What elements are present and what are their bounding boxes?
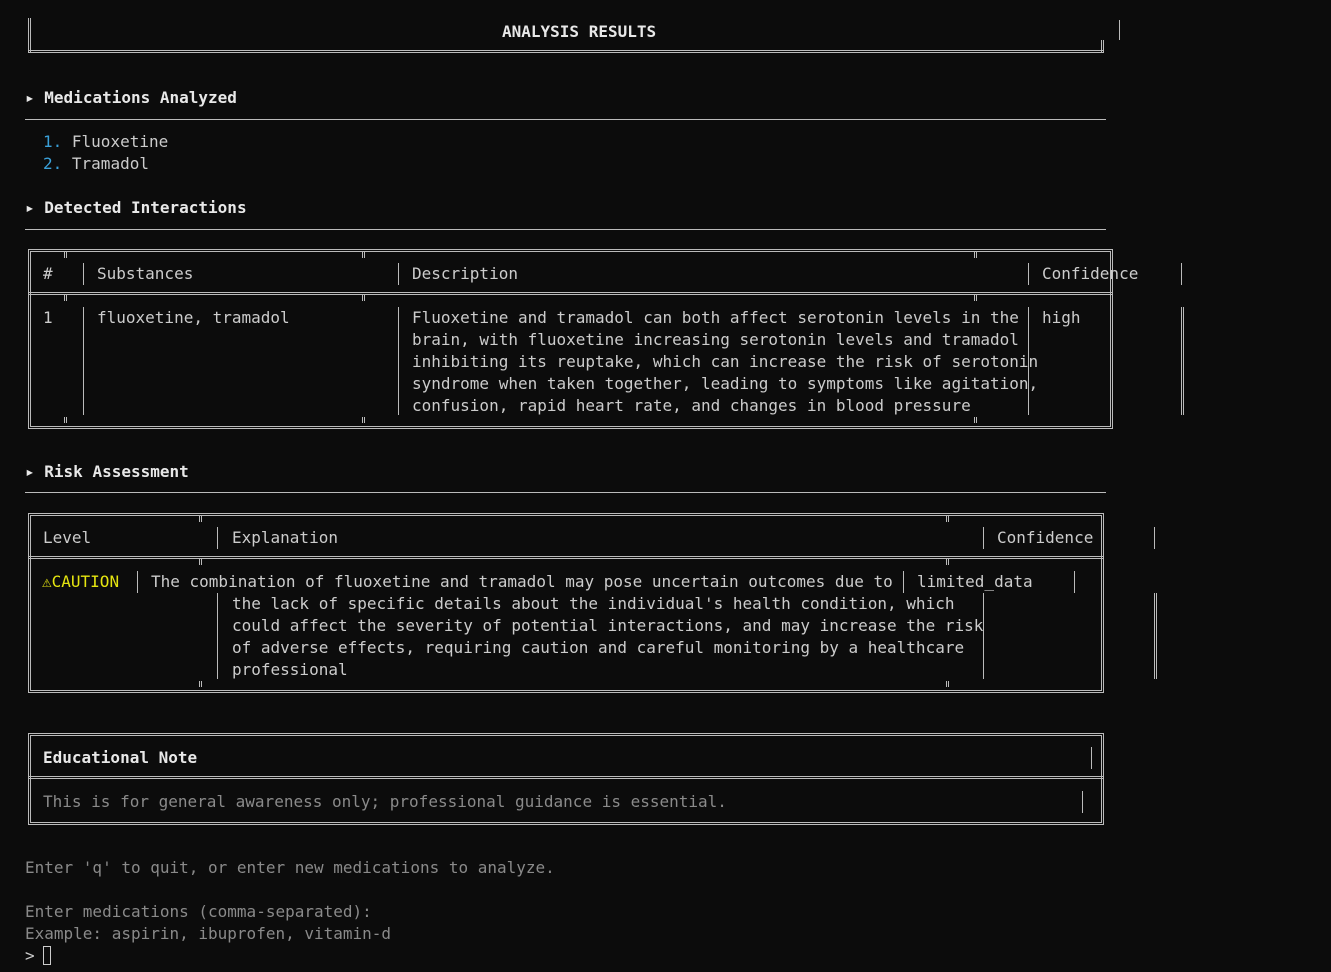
column-divider [1181, 307, 1184, 415]
text-cursor [43, 946, 51, 965]
triangle-right-icon: ▸ [25, 88, 35, 107]
column-header-description: Description [412, 264, 518, 283]
note-divider [1091, 747, 1092, 769]
cell-confidence: limited_data [917, 572, 1033, 591]
page-title: ANALYSIS RESULTS [502, 22, 657, 41]
table-tick [974, 252, 977, 258]
table-tick [974, 295, 977, 301]
table-tick [362, 252, 365, 258]
cell-num: 1 [43, 308, 53, 327]
cell-description-line: inhibiting its reuptake, which can increase the risk of serotonin [412, 352, 1039, 371]
table-tick [946, 516, 949, 522]
medications-divider [25, 119, 1106, 120]
table-tick [362, 417, 365, 423]
cell-description-line: confusion, rapid heart rate, and changes in blood pressure [412, 396, 971, 415]
table-tick [362, 295, 365, 301]
column-divider [398, 307, 399, 415]
list-item-name: Tramadol [71, 154, 149, 173]
list-item-number: 1. [43, 132, 63, 151]
column-divider [217, 527, 218, 549]
triangle-right-icon: ▸ [25, 462, 35, 481]
cell-explanation-line: could affect the severity of potential interactions, and may increase the risk [232, 616, 984, 635]
table-tick [199, 559, 202, 565]
note-text: This is for general awareness only; professional guidance is essential. [43, 792, 727, 811]
risk-heading-label: Risk Assessment [44, 462, 189, 481]
column-header-level: Level [43, 528, 92, 547]
column-header-confidence: Confidence [997, 528, 1094, 547]
input-label: Enter medications (comma-separated): [25, 902, 372, 921]
header-border-left [28, 18, 31, 52]
quit-hint: Enter 'q' to quit, or enter new medications to analyze. [25, 858, 555, 877]
table-tick [199, 516, 202, 522]
warning-icon: ⚠ [42, 572, 52, 591]
risk-divider [25, 492, 1106, 493]
column-header-confidence: Confidence [1042, 264, 1139, 283]
column-divider [903, 571, 904, 593]
section-heading-risk [25, 461, 189, 483]
cell-explanation-line: professional [232, 660, 348, 679]
cell-substances: fluoxetine, tramadol [97, 308, 290, 327]
interactions-header-separator [28, 292, 1113, 295]
header-border-far-right [1119, 20, 1120, 40]
cell-confidence: high [1042, 308, 1081, 327]
section-heading-medications [25, 87, 237, 109]
risk-level-badge [42, 571, 119, 593]
list-item [43, 153, 149, 175]
triangle-right-icon: ▸ [25, 198, 35, 217]
risk-level-label: CAUTION [51, 572, 120, 591]
column-divider [83, 263, 84, 285]
cell-explanation-line: The combination of fluoxetine and tramadol may pose uncertain outcomes due to [151, 572, 893, 591]
column-header-explanation: Explanation [232, 528, 338, 547]
column-divider [398, 263, 399, 285]
table-tick [946, 559, 949, 565]
note-separator [28, 776, 1104, 779]
column-divider [1154, 527, 1155, 549]
section-heading-interactions [25, 197, 247, 219]
header-border-right [1101, 40, 1104, 52]
column-divider [1154, 593, 1157, 679]
note-title: Educational Note [43, 748, 198, 767]
interactions-heading-label: Detected Interactions [44, 198, 247, 217]
table-tick [64, 295, 67, 301]
cell-description-line: brain, with fluoxetine increasing serotonin levels and tramadol [412, 330, 1019, 349]
column-divider [217, 593, 218, 679]
table-tick [946, 681, 949, 687]
column-header-substances: Substances [97, 264, 194, 283]
column-divider [83, 307, 84, 415]
column-divider [1181, 263, 1182, 285]
column-divider [137, 571, 138, 593]
list-item [43, 131, 168, 153]
input-example: Example: aspirin, ibuprofen, vitamin-d [25, 924, 392, 943]
column-divider [983, 527, 984, 549]
risk-header-separator [28, 556, 1104, 559]
list-item-number: 2. [43, 154, 63, 173]
note-divider [1082, 791, 1083, 813]
list-item-name: Fluoxetine [71, 132, 169, 151]
table-tick [64, 252, 67, 258]
table-tick [64, 417, 67, 423]
cell-explanation-line: the lack of specific details about the individual's health condition, which [232, 594, 955, 613]
column-divider [1028, 263, 1029, 285]
prompt-caret: > [25, 946, 35, 965]
column-divider [1074, 571, 1075, 593]
column-header-num: # [43, 264, 53, 283]
cell-explanation-line: of adverse effects, requiring caution and careful monitoring by a healthcare [232, 638, 965, 657]
header-border-bottom [28, 50, 1104, 53]
table-tick [974, 417, 977, 423]
cell-description-line: Fluoxetine and tramadol can both affect serotonin levels in the [412, 308, 1019, 327]
cell-description-line: syndrome when taken together, leading to symptoms like agitation, [412, 374, 1039, 393]
interactions-divider [25, 229, 1106, 230]
table-tick [199, 681, 202, 687]
medications-heading-label: Medications Analyzed [44, 88, 237, 107]
